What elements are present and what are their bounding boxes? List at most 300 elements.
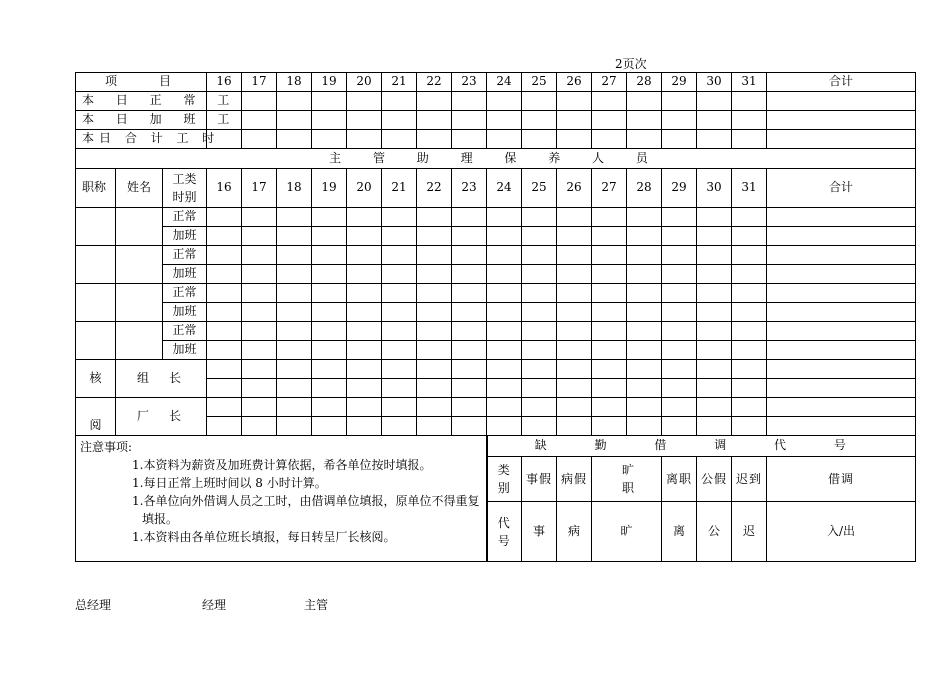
entry-cell[interactable]	[242, 360, 277, 379]
review-label-bottom: 阅	[76, 398, 116, 436]
entry-cell[interactable]	[452, 322, 487, 341]
entry-cell[interactable]	[592, 303, 627, 322]
entry-cell[interactable]	[382, 417, 417, 436]
day-header-30: 30	[697, 73, 732, 92]
entry-cell[interactable]	[207, 284, 242, 303]
entry-cell[interactable]	[382, 284, 417, 303]
entry-cell[interactable]	[277, 360, 312, 379]
job-title-cell[interactable]	[76, 246, 116, 284]
total-header: 合计	[767, 169, 916, 208]
entry-cell[interactable]	[662, 341, 697, 360]
entry-cell[interactable]	[347, 284, 382, 303]
work-type-label: 正常	[163, 284, 207, 303]
entry-cell[interactable]	[557, 417, 592, 436]
code-value: 旷	[592, 502, 662, 562]
entry-cell[interactable]	[697, 246, 732, 265]
code-late: 迟到	[732, 457, 767, 502]
entry-cell[interactable]	[732, 360, 767, 379]
entry-cell[interactable]	[417, 208, 452, 227]
entry-cell[interactable]	[487, 130, 522, 149]
entry-cell[interactable]	[732, 322, 767, 341]
code-personal-leave: 事假	[522, 457, 557, 502]
day-header-25: 25	[522, 73, 557, 92]
entry-cell[interactable]	[697, 208, 732, 227]
entry-cell[interactable]	[627, 284, 662, 303]
entry-cell[interactable]	[242, 379, 277, 398]
entry-cell[interactable]	[522, 417, 557, 436]
entry-cell[interactable]	[207, 398, 242, 417]
entry-cell[interactable]	[277, 398, 312, 417]
entry-cell[interactable]	[452, 130, 487, 149]
entry-cell[interactable]	[417, 322, 452, 341]
name-cell[interactable]	[116, 322, 163, 360]
name-cell[interactable]	[116, 246, 163, 284]
entry-cell[interactable]	[312, 92, 347, 111]
entry-cell[interactable]	[487, 379, 522, 398]
entry-cell[interactable]	[662, 227, 697, 246]
entry-cell[interactable]	[662, 130, 697, 149]
entry-cell[interactable]	[592, 379, 627, 398]
day-header-29: 29	[662, 73, 697, 92]
total-header: 合计	[767, 73, 916, 92]
entry-cell[interactable]	[732, 417, 767, 436]
entry-cell[interactable]	[452, 379, 487, 398]
table-row	[76, 398, 916, 417]
entry-cell[interactable]	[277, 341, 312, 360]
entry-cell[interactable]	[557, 208, 592, 227]
day-header-21: 21	[382, 169, 417, 208]
entry-cell[interactable]	[662, 322, 697, 341]
entry-cell[interactable]	[312, 360, 347, 379]
entry-cell[interactable]	[697, 284, 732, 303]
entry-cell[interactable]	[522, 208, 557, 227]
job-title-cell[interactable]	[76, 208, 116, 246]
entry-cell[interactable]	[417, 246, 452, 265]
entry-cell[interactable]	[662, 265, 697, 284]
entry-cell[interactable]	[277, 322, 312, 341]
total-cell[interactable]	[767, 417, 916, 436]
entry-cell[interactable]	[662, 92, 697, 111]
entry-cell[interactable]	[277, 379, 312, 398]
entry-cell[interactable]	[487, 322, 522, 341]
entry-cell[interactable]	[382, 341, 417, 360]
entry-cell[interactable]	[592, 208, 627, 227]
entry-cell[interactable]	[277, 284, 312, 303]
entry-cell[interactable]	[522, 398, 557, 417]
entry-cell[interactable]	[312, 265, 347, 284]
entry-cell[interactable]	[242, 227, 277, 246]
entry-cell[interactable]	[697, 130, 732, 149]
entry-cell[interactable]	[732, 265, 767, 284]
entry-cell[interactable]	[732, 303, 767, 322]
entry-cell[interactable]	[627, 246, 662, 265]
total-cell[interactable]	[767, 398, 916, 417]
entry-cell[interactable]	[242, 303, 277, 322]
entry-cell[interactable]	[557, 246, 592, 265]
entry-cell[interactable]	[347, 208, 382, 227]
entry-cell[interactable]	[592, 341, 627, 360]
entry-cell[interactable]	[522, 303, 557, 322]
entry-cell[interactable]	[662, 303, 697, 322]
entry-cell[interactable]	[697, 303, 732, 322]
entry-cell[interactable]	[417, 92, 452, 111]
entry-cell[interactable]	[242, 265, 277, 284]
code-value: 事	[522, 502, 557, 562]
entry-cell[interactable]	[487, 246, 522, 265]
entry-cell[interactable]	[277, 208, 312, 227]
total-cell[interactable]	[767, 92, 916, 111]
entry-cell[interactable]	[277, 246, 312, 265]
entry-cell[interactable]	[522, 341, 557, 360]
total-cell[interactable]	[767, 111, 916, 130]
entry-cell[interactable]	[557, 227, 592, 246]
entry-cell[interactable]	[522, 227, 557, 246]
job-title-cell[interactable]	[76, 284, 116, 322]
code-value: 入/出	[767, 502, 916, 562]
summary-row-label: 本 日 加 班 工	[76, 111, 207, 130]
entry-cell[interactable]	[732, 208, 767, 227]
entry-cell[interactable]	[732, 398, 767, 417]
day-header-16: 16	[207, 73, 242, 92]
table-row	[76, 208, 916, 227]
entry-cell[interactable]	[522, 379, 557, 398]
entry-cell[interactable]	[487, 111, 522, 130]
entry-cell[interactable]	[662, 246, 697, 265]
entry-cell[interactable]	[382, 208, 417, 227]
work-type-label: 加班	[163, 265, 207, 284]
entry-cell[interactable]	[312, 284, 347, 303]
entry-cell[interactable]	[312, 341, 347, 360]
entry-cell[interactable]	[627, 379, 662, 398]
entry-cell[interactable]	[347, 265, 382, 284]
entry-cell[interactable]	[487, 303, 522, 322]
entry-cell[interactable]	[592, 398, 627, 417]
entry-cell[interactable]	[592, 322, 627, 341]
entry-cell[interactable]	[522, 92, 557, 111]
entry-cell[interactable]	[242, 111, 277, 130]
entry-cell[interactable]	[382, 227, 417, 246]
entry-cell[interactable]	[732, 379, 767, 398]
entry-cell[interactable]	[312, 379, 347, 398]
entry-cell[interactable]	[627, 92, 662, 111]
entry-cell[interactable]	[382, 265, 417, 284]
entry-cell[interactable]	[732, 111, 767, 130]
entry-cell[interactable]	[557, 92, 592, 111]
entry-cell[interactable]	[592, 284, 627, 303]
entry-cell[interactable]	[347, 92, 382, 111]
entry-cell[interactable]	[557, 265, 592, 284]
entry-cell[interactable]	[557, 111, 592, 130]
entry-cell[interactable]	[557, 322, 592, 341]
entry-cell[interactable]	[452, 208, 487, 227]
total-cell[interactable]	[767, 303, 916, 322]
entry-cell[interactable]	[417, 265, 452, 284]
table-row	[76, 92, 916, 111]
entry-cell[interactable]	[522, 284, 557, 303]
entry-cell[interactable]	[382, 130, 417, 149]
entry-cell[interactable]	[627, 227, 662, 246]
entry-cell[interactable]	[592, 227, 627, 246]
entry-cell[interactable]	[207, 379, 242, 398]
summary-row-label: 本 日 正 常 工	[76, 92, 207, 111]
total-cell[interactable]	[767, 284, 916, 303]
entry-cell[interactable]	[662, 111, 697, 130]
entry-cell[interactable]	[522, 246, 557, 265]
entry-cell[interactable]	[732, 130, 767, 149]
entry-cell[interactable]	[627, 360, 662, 379]
entry-cell[interactable]	[347, 379, 382, 398]
name-cell[interactable]	[116, 284, 163, 322]
entry-cell[interactable]	[452, 341, 487, 360]
entry-cell[interactable]	[452, 265, 487, 284]
day-header-18: 18	[277, 169, 312, 208]
entry-cell[interactable]	[662, 417, 697, 436]
entry-cell[interactable]	[627, 341, 662, 360]
day-header-30: 30	[697, 169, 732, 208]
entry-cell[interactable]	[207, 208, 242, 227]
entry-cell[interactable]	[242, 130, 277, 149]
entry-cell[interactable]	[242, 92, 277, 111]
entry-cell[interactable]	[592, 111, 627, 130]
entry-cell[interactable]	[277, 265, 312, 284]
entry-cell[interactable]	[627, 398, 662, 417]
entry-cell[interactable]	[207, 341, 242, 360]
entry-cell[interactable]	[592, 360, 627, 379]
entry-cell[interactable]	[312, 322, 347, 341]
entry-cell[interactable]	[417, 303, 452, 322]
entry-cell[interactable]	[312, 130, 347, 149]
entry-cell[interactable]	[242, 322, 277, 341]
entry-cell[interactable]	[452, 92, 487, 111]
total-cell[interactable]	[767, 227, 916, 246]
total-cell[interactable]	[767, 208, 916, 227]
entry-cell[interactable]	[557, 130, 592, 149]
entry-cell[interactable]	[592, 265, 627, 284]
entry-cell[interactable]	[662, 284, 697, 303]
entry-cell[interactable]	[347, 227, 382, 246]
entry-cell[interactable]	[627, 111, 662, 130]
entry-cell[interactable]	[417, 284, 452, 303]
entry-cell[interactable]	[522, 360, 557, 379]
entry-cell[interactable]	[697, 265, 732, 284]
entry-cell[interactable]	[347, 246, 382, 265]
entry-cell[interactable]	[662, 398, 697, 417]
entry-cell[interactable]	[417, 417, 452, 436]
entry-cell[interactable]	[522, 322, 557, 341]
entry-cell[interactable]	[697, 92, 732, 111]
entry-cell[interactable]	[347, 111, 382, 130]
table-row	[76, 246, 916, 265]
table-row	[76, 73, 916, 92]
entry-cell[interactable]	[487, 92, 522, 111]
entry-cell[interactable]	[452, 246, 487, 265]
entry-cell[interactable]	[312, 398, 347, 417]
name-cell[interactable]	[116, 208, 163, 246]
entry-cell[interactable]	[732, 341, 767, 360]
entry-cell[interactable]	[417, 227, 452, 246]
entry-cell[interactable]	[627, 322, 662, 341]
factory-head-label: 厂 长	[116, 398, 207, 436]
entry-cell[interactable]	[207, 265, 242, 284]
entry-cell[interactable]	[277, 303, 312, 322]
entry-cell[interactable]	[452, 227, 487, 246]
entry-cell[interactable]	[592, 417, 627, 436]
entry-cell[interactable]	[277, 417, 312, 436]
code-value: 病	[557, 502, 592, 562]
entry-cell[interactable]	[487, 360, 522, 379]
entry-cell[interactable]	[662, 208, 697, 227]
entry-cell[interactable]	[662, 379, 697, 398]
entry-cell[interactable]	[207, 246, 242, 265]
entry-cell[interactable]	[697, 360, 732, 379]
entry-cell[interactable]	[242, 341, 277, 360]
entry-cell[interactable]	[592, 130, 627, 149]
total-cell[interactable]	[767, 265, 916, 284]
entry-cell[interactable]	[382, 360, 417, 379]
day-header-31: 31	[732, 169, 767, 208]
entry-cell[interactable]	[417, 111, 452, 130]
entry-cell[interactable]	[487, 265, 522, 284]
entry-cell[interactable]	[697, 227, 732, 246]
entry-cell[interactable]	[557, 341, 592, 360]
entry-cell[interactable]	[347, 303, 382, 322]
entry-cell[interactable]	[207, 360, 242, 379]
entry-cell[interactable]	[277, 130, 312, 149]
entry-cell[interactable]	[452, 111, 487, 130]
entry-cell[interactable]	[592, 92, 627, 111]
entry-cell[interactable]	[487, 417, 522, 436]
entry-cell[interactable]	[522, 265, 557, 284]
entry-cell[interactable]	[417, 130, 452, 149]
absence-codes-title: 缺 勤 借 调 代 号	[487, 436, 916, 457]
col-job-title: 职称	[76, 169, 116, 208]
group-leader-label: 组 长	[116, 360, 207, 398]
day-header-23: 23	[452, 73, 487, 92]
total-cell[interactable]	[767, 360, 916, 379]
entry-cell[interactable]	[627, 265, 662, 284]
entry-cell[interactable]	[382, 303, 417, 322]
entry-cell[interactable]	[452, 398, 487, 417]
entry-cell[interactable]	[592, 246, 627, 265]
entry-cell[interactable]	[522, 111, 557, 130]
total-cell[interactable]	[767, 246, 916, 265]
entry-cell[interactable]	[452, 417, 487, 436]
entry-cell[interactable]	[697, 379, 732, 398]
entry-cell[interactable]	[417, 379, 452, 398]
entry-cell[interactable]	[732, 92, 767, 111]
entry-cell[interactable]	[487, 208, 522, 227]
entry-cell[interactable]	[417, 398, 452, 417]
total-cell[interactable]	[767, 341, 916, 360]
entry-cell[interactable]	[277, 227, 312, 246]
entry-cell[interactable]	[277, 92, 312, 111]
entry-cell[interactable]	[312, 208, 347, 227]
entry-cell[interactable]	[627, 417, 662, 436]
day-header-27: 27	[592, 73, 627, 92]
entry-cell[interactable]	[347, 417, 382, 436]
entry-cell[interactable]	[242, 246, 277, 265]
table-row	[76, 227, 916, 246]
total-cell[interactable]	[767, 130, 916, 149]
entry-cell[interactable]	[732, 227, 767, 246]
entry-cell[interactable]	[452, 360, 487, 379]
entry-cell[interactable]	[347, 322, 382, 341]
entry-cell[interactable]	[732, 284, 767, 303]
entry-cell[interactable]	[697, 417, 732, 436]
code-value: 迟	[732, 502, 767, 562]
entry-cell[interactable]	[312, 111, 347, 130]
entry-cell[interactable]	[382, 246, 417, 265]
entry-cell[interactable]	[347, 130, 382, 149]
entry-cell[interactable]	[557, 379, 592, 398]
entry-cell[interactable]	[242, 417, 277, 436]
entry-cell[interactable]	[312, 417, 347, 436]
entry-cell[interactable]	[382, 111, 417, 130]
entry-cell[interactable]	[312, 303, 347, 322]
entry-cell[interactable]	[417, 341, 452, 360]
day-header-16: 16	[207, 169, 242, 208]
code-absent: 旷职	[592, 457, 662, 502]
entry-cell[interactable]	[242, 208, 277, 227]
entry-cell[interactable]	[697, 341, 732, 360]
entry-cell[interactable]	[382, 379, 417, 398]
work-type-label: 加班	[163, 303, 207, 322]
entry-cell[interactable]	[557, 303, 592, 322]
entry-cell[interactable]	[382, 322, 417, 341]
entry-cell[interactable]	[522, 130, 557, 149]
entry-cell[interactable]	[452, 284, 487, 303]
table-row	[76, 149, 916, 169]
entry-cell[interactable]	[207, 417, 242, 436]
entry-cell[interactable]	[452, 303, 487, 322]
entry-cell[interactable]	[557, 398, 592, 417]
job-title-cell[interactable]	[76, 322, 116, 360]
entry-cell[interactable]	[487, 398, 522, 417]
entry-cell[interactable]	[697, 322, 732, 341]
entry-cell[interactable]	[557, 284, 592, 303]
entry-cell[interactable]	[627, 303, 662, 322]
entry-cell[interactable]	[277, 111, 312, 130]
entry-cell[interactable]	[242, 398, 277, 417]
entry-cell[interactable]	[382, 398, 417, 417]
total-cell[interactable]	[767, 379, 916, 398]
day-header-19: 19	[312, 73, 347, 92]
total-cell[interactable]	[767, 322, 916, 341]
entry-cell[interactable]	[207, 303, 242, 322]
entry-cell[interactable]	[207, 227, 242, 246]
entry-cell[interactable]	[417, 360, 452, 379]
entry-cell[interactable]	[557, 360, 592, 379]
entry-cell[interactable]	[487, 227, 522, 246]
entry-cell[interactable]	[487, 341, 522, 360]
entry-cell[interactable]	[487, 284, 522, 303]
entry-cell[interactable]	[312, 246, 347, 265]
entry-cell[interactable]	[347, 341, 382, 360]
entry-cell[interactable]	[312, 227, 347, 246]
entry-cell[interactable]	[207, 322, 242, 341]
note-item: 1.本资料由各单位班长填报，每日转呈厂长核阅。	[132, 530, 396, 544]
entry-cell[interactable]	[382, 92, 417, 111]
entry-cell[interactable]	[347, 398, 382, 417]
entry-cell[interactable]	[662, 360, 697, 379]
entry-cell[interactable]	[627, 130, 662, 149]
entry-cell[interactable]	[697, 398, 732, 417]
entry-cell[interactable]	[732, 246, 767, 265]
entry-cell[interactable]	[242, 284, 277, 303]
entry-cell[interactable]	[697, 111, 732, 130]
entry-cell[interactable]	[627, 208, 662, 227]
entry-cell[interactable]	[347, 360, 382, 379]
